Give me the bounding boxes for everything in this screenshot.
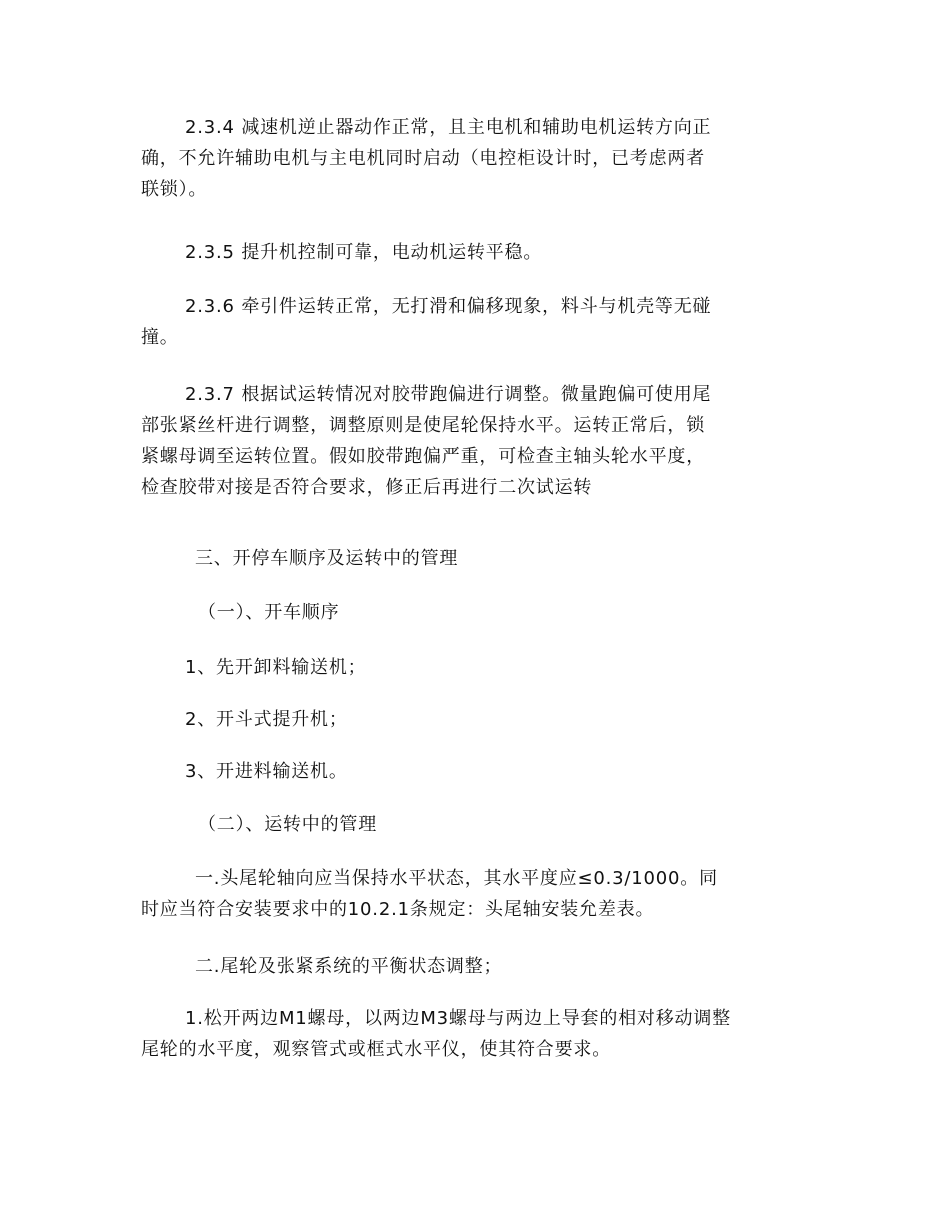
list-item-text: 2、开斗式提升机； xyxy=(185,709,348,730)
text-line: 确，不允许辅助电机与主电机同时启动（电控柜设计时，已考虑两者 xyxy=(141,148,705,169)
text-line: 2.3.4 减速机逆止器动作正常，且主电机和辅助电机运转方向正 xyxy=(185,117,712,138)
paragraph-2-3-6 xyxy=(141,291,801,353)
section-heading-text: 三、开停车顺序及运转中的管理 xyxy=(195,548,459,569)
list-item-3 xyxy=(141,756,801,787)
paragraph-management-2 xyxy=(141,951,801,982)
list-item-text: 1、先开卸料输送机； xyxy=(185,657,367,678)
text-line: 二.尾轮及张紧系统的平衡状态调整； xyxy=(195,956,503,977)
text-line: 紧螺母调至运转位置。假如胶带跑偏严重，可检查主轴头轮水平度， xyxy=(141,446,705,467)
list-item-1 xyxy=(141,652,801,683)
text-line: 撞。 xyxy=(141,327,179,348)
list-item-text: 3、开进料输送机。 xyxy=(185,761,348,782)
text-line: 2.3.6 牵引件运转正常，无打滑和偏移现象，料斗与机壳等无碰 xyxy=(185,296,712,317)
subsection-heading-text: （一）、开车顺序 xyxy=(198,602,340,623)
text-line: 部张紧丝杆进行调整，调整原则是使尾轮保持水平。运转正常后，锁 xyxy=(141,415,705,436)
text-line: 一.头尾轮轴向应当保持水平状态，其水平度应≤0.3/1000。同 xyxy=(195,868,718,889)
subsection-heading-2 xyxy=(141,809,801,840)
list-item-2 xyxy=(141,704,801,735)
subsection-heading-text: （二）、运转中的管理 xyxy=(198,814,377,835)
subsection-heading-1 xyxy=(141,597,801,628)
text-line: 1.松开两边M1螺母，以两边M3螺母与两边上导套的相对移动调整 xyxy=(185,1008,731,1029)
paragraph-2-3-5 xyxy=(141,237,801,268)
text-line: 时应当符合安装要求中的10.2.1条规定：头尾轴安装允差表。 xyxy=(141,899,655,920)
text-line: 尾轮的水平度，观察管式或框式水平仪，使其符合要求。 xyxy=(141,1039,611,1060)
text-line: 2.3.7 根据试运转情况对胶带跑偏进行调整。微量跑偏可使用尾 xyxy=(185,384,712,405)
paragraph-management-2-1 xyxy=(141,1003,801,1065)
text-line: 2.3.5 提升机控制可靠，电动机运转平稳。 xyxy=(185,242,543,263)
paragraph-2-3-7 xyxy=(141,379,801,503)
paragraph-management-1 xyxy=(141,863,801,925)
text-line: 联锁）。 xyxy=(141,179,208,200)
section-heading-3 xyxy=(141,543,801,574)
paragraph-2-3-4 xyxy=(141,112,801,205)
text-line: 检查胶带对接是否符合要求，修正后再进行二次试运转 xyxy=(141,477,593,498)
